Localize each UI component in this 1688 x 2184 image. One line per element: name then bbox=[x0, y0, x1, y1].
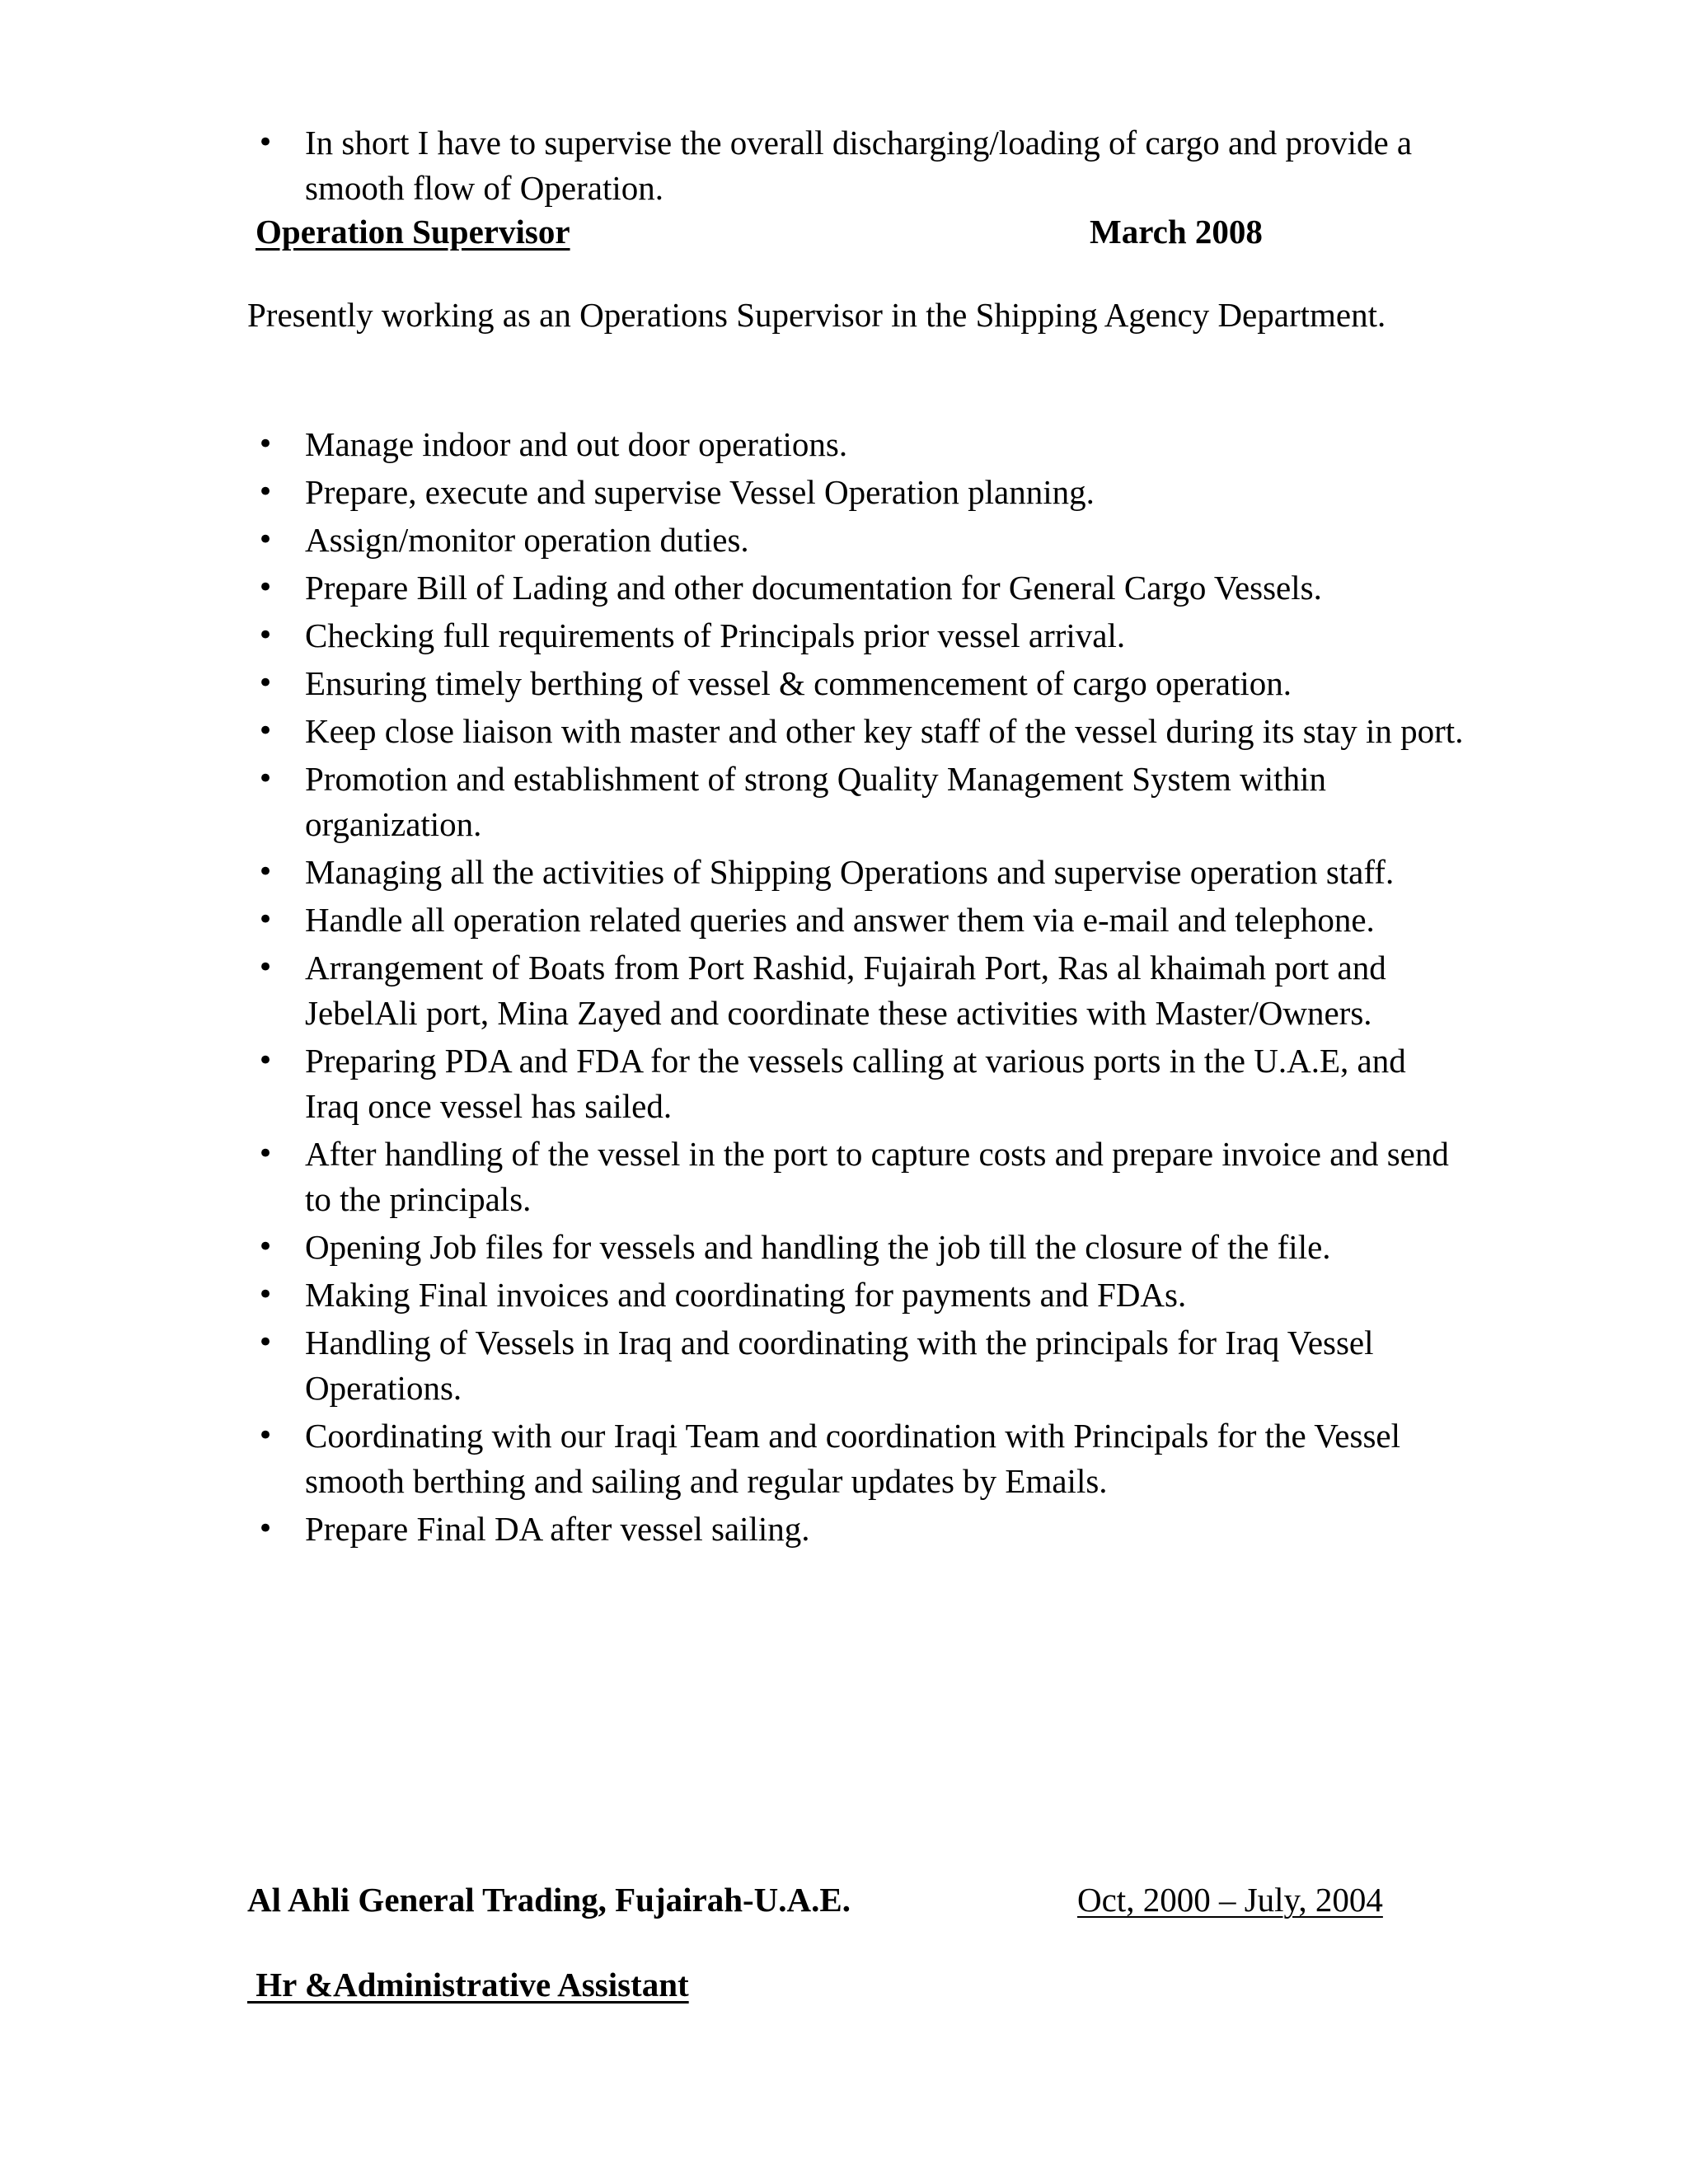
list-item: • Arrangement of Boats from Port Rashid, Fujairah Port, Ras al khaimah port and JebelAli port, Mina Zayed and coordinate these activities with Master/Owners. bbox=[247, 945, 1467, 1036]
list-item: • Prepare, execute and supervise Vessel Operation planning. bbox=[247, 470, 1467, 515]
list-item: • Opening Job files for vessels and handling the job till the closure of the file. bbox=[247, 1225, 1467, 1270]
list-item: • Prepare Bill of Lading and other documentation for General Cargo Vessels. bbox=[247, 565, 1467, 611]
list-item: • Handle all operation related queries and answer them via e-mail and telephone. bbox=[247, 898, 1467, 943]
employment-period: Oct, 2000 – July, 2004 bbox=[1077, 1881, 1383, 1919]
list-item: • Ensuring timely berthing of vessel & commencement of cargo operation. bbox=[247, 661, 1467, 706]
list-item: • Prepare Final DA after vessel sailing. bbox=[247, 1507, 1467, 1552]
position-title: Operation Supervisor bbox=[256, 213, 570, 251]
list-item: • Handling of Vessels in Iraq and coordinating with the principals for Iraq Vessel Operations. bbox=[247, 1320, 1467, 1411]
list-item: • Managing all the activities of Shipping Operations and supervise operation staff. bbox=[247, 850, 1467, 895]
list-item: • After handling of the vessel in the port to capture costs and prepare invoice and send to the principals. bbox=[247, 1132, 1467, 1222]
list-item: • Coordinating with our Iraqi Team and coordination with Principals for the Vessel smooth berthing and sailing and regular updates by Emails. bbox=[247, 1413, 1467, 1504]
list-item: • Manage indoor and out door operations. bbox=[247, 422, 1467, 467]
employer-name: Al Ahli General Trading, Fujairah-U.A.E. bbox=[247, 1881, 851, 1919]
list-item: • Keep close liaison with master and other key staff of the vessel during its stay in port. bbox=[247, 709, 1467, 754]
position-date: March 2008 bbox=[1090, 213, 1263, 251]
list-item: • Promotion and establishment of strong Quality Management System within organization. bbox=[247, 757, 1467, 847]
list-item: • Checking full requirements of Principals prior vessel arrival. bbox=[247, 613, 1467, 658]
position-heading bbox=[256, 209, 1278, 255]
intro-bullet-list bbox=[247, 120, 1467, 211]
duties-list bbox=[247, 422, 1467, 1554]
list-item: • Assign/monitor operation duties. bbox=[247, 518, 1467, 563]
list-item: • Making Final invoices and coordinating for payments and FDAs. bbox=[247, 1272, 1467, 1318]
position-summary: Presently working as an Operations Supervisor in the Shipping Agency Department. bbox=[247, 296, 1386, 334]
list-item: • In short I have to supervise the overall discharging/loading of cargo and provide a smooth flow of Operation. bbox=[247, 120, 1467, 211]
list-item: • Preparing PDA and FDA for the vessels calling at various ports in the U.A.E, and Iraq once vessel has sailed. bbox=[247, 1038, 1467, 1129]
previous-position-title: Hr &Administrative Assistant bbox=[247, 1966, 689, 2004]
